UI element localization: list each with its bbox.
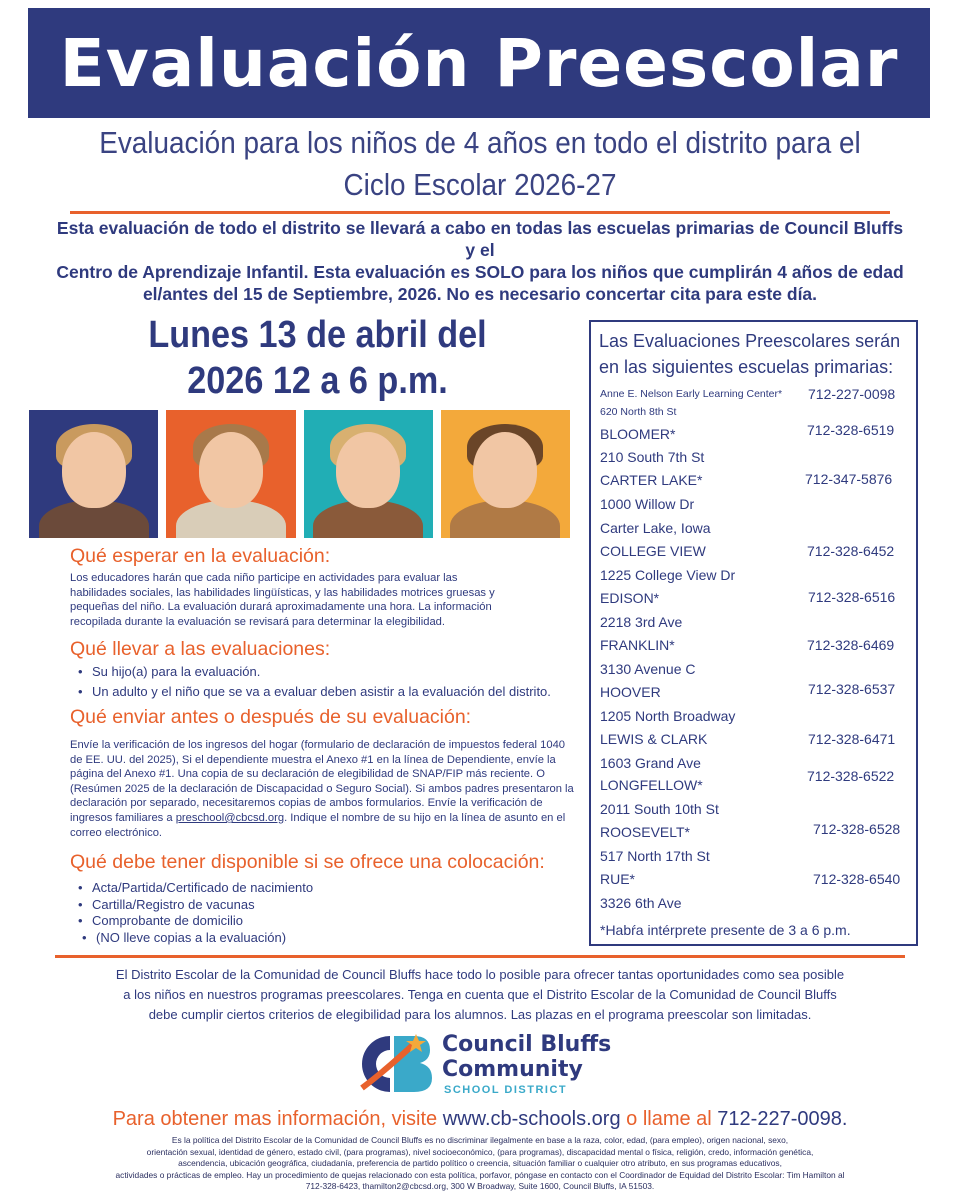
send-line-4: (Resúmen 2025 de la declaración de Discapacidad o Seguro Social). Si ambos padres presentaron la [70, 782, 574, 795]
school-address: 1603 Grand Ave [600, 755, 701, 771]
send-line-6-after: . Indique el nombre de su hijo en la línea de asunto en el [284, 811, 566, 824]
school-name: LEWIS & CLARK [600, 731, 708, 747]
school-name: COLLEGE VIEW [600, 543, 706, 559]
school-address: 1000 Willow Dr [600, 496, 695, 512]
school-phone: 712-328-6469 [807, 637, 895, 653]
school-name: ROOSEVELT* [600, 824, 690, 840]
disclaimer-line-1: El Distrito Escolar de la Comunidad de Council Bluffs hace todo lo posible para ofrecer tantas oportunidades como sea posible [115, 967, 845, 982]
intro-line-2: Centro de Aprendizaje Infantil. Esta evaluación es SOLO para los niños que cumplirán 4 años de edad [56, 262, 904, 282]
event-date-line-1: Lunes 13 de abril del [148, 314, 487, 356]
send-line-2: de EE. UU. del 2025), Si el dependiente muestra el Anexo #1 en la línea de Dependiente, envíe la [70, 753, 556, 766]
school-phone: 712-227-0098 [808, 386, 896, 402]
legal-line-4: actividades o prácticas de empleo. Hay un procedimiento de quejas relacionado con esta política, porfavor, póngase en contacto con el Coordinador de Equidad del Distrito Escolar: Tim Hamilton al [115, 1169, 845, 1180]
schools-heading-line-2: en las siguientes escuelas primarias: [599, 357, 894, 377]
expect-heading: Qué esperar en la evaluación: [70, 545, 331, 567]
disclaimer-line-2: a los niños en nuestros programas preescolares. Tenga en cuenta que el Distrito Escolar de la Comunidad de Council Bluffs [123, 987, 837, 1002]
send-line-1: Envíe la verificación de los ingresos del hogar (formulario de declaración de impuestos federal 1040 [70, 739, 566, 751]
school-address: 1205 North Broadway [600, 708, 736, 724]
legal-line-2: orientación sexual, identidad de género, estado civil, (para programas), nivel socioeconómico, (para programas), discapacidad mental o física, religión, credo, información genética, [146, 1146, 814, 1157]
intro-line-1: Esta evaluación de todo el distrito se llevará a cabo en todas las escuelas primarias de Council Bluffs y el [56, 218, 904, 260]
title-banner [28, 8, 930, 118]
school-name: RUE* [600, 871, 636, 887]
divider-bottom [55, 955, 905, 958]
send-paragraph [70, 738, 580, 840]
school-phone: 712-328-6522 [807, 768, 895, 784]
school-address: 3326 6th Ave [600, 895, 682, 911]
school-address: 517 North 17th St [600, 848, 710, 864]
child-photo-1 [29, 410, 158, 538]
school-address-2: Carter Lake, Iowa [600, 520, 711, 536]
child-photo-2 [166, 410, 295, 538]
interpreter-note: *Habŕa intérprete presente de 3 a 6 p.m. [600, 922, 851, 938]
school-phone: 712-328-6540 [813, 871, 901, 887]
legal-notice [90, 1135, 870, 1193]
logo-name-line-1: Council Bluffs [442, 1032, 612, 1057]
list-item: • Comprobante de domicilio [78, 913, 313, 930]
placement-list [78, 880, 313, 946]
logo-name-line-2: Community [442, 1057, 583, 1082]
list-item: • Cartilla/Registro de vacunas [78, 897, 313, 914]
legal-line-1: Es la política del Distrito Escolar de la Comunidad de Council Bluffs es no discriminar ilegalmente en base a la raza, color, edad, (para empleo), origen nacional, sexo, [171, 1135, 789, 1145]
school-phone: 712-328-6537 [808, 681, 896, 697]
list-item: • Acta/Partida/Certificado de nacimiento [78, 880, 313, 897]
cb-logo-icon [356, 1030, 434, 1098]
event-date-line-2: 2026 12 a 6 p.m. [187, 360, 448, 402]
send-line-7: correo electrónico. [70, 826, 163, 839]
list-item: • Su hijo(a) para la evaluación. [78, 662, 551, 682]
expect-line-2: habilidades sociales, las habilidades lingüísticas, y las habilidades motrices gruesas y [70, 586, 495, 599]
disclaimer-line-3: debe cumplir ciertos criterios de elegibilidad para los alumnos. Las plazas en el programa preescolar son limitadas. [148, 1007, 812, 1022]
school-name: HOOVER [600, 684, 661, 700]
send-line-6 [70, 811, 580, 826]
child-photo-3 [304, 410, 433, 538]
school-phone: 712-328-6516 [808, 589, 896, 605]
school-name: BLOOMER* [600, 426, 676, 442]
subtitle-line-2: Ciclo Escolar 2026-27 [343, 167, 617, 202]
list-item: • Un adulto y el niño que se va a evaluar deben asistir a la evaluación del distrito. [78, 682, 551, 702]
contact-info [0, 1108, 960, 1131]
school-address: 620 North 8th St [600, 406, 677, 418]
intro-line-3: el/antes del 15 de Septiembre, 2026. No es necesario concertar cita para este día. [142, 284, 818, 304]
school-phone: 712-328-6519 [807, 422, 895, 438]
district-logo [356, 1030, 616, 1100]
school-address: 210 South 7th St [600, 449, 705, 465]
event-date [113, 312, 523, 404]
legal-line-3: ascendencia, ubicación geográfica, ciudadanía, preferencia de partido político o creencia, situación familiar o cualquier otro atributo, en sus programas educativos, [178, 1158, 782, 1169]
school-address: 2218 3rd Ave [600, 614, 683, 630]
placement-note: • (NO lleve copias a la evaluación) [78, 930, 313, 947]
send-line-3: página del Anexo #1. Una copia de su declaración de elegibilidad de SNAP/FIP más reciente. O [70, 768, 545, 781]
subtitle-line-1: Evaluación para los niños de 4 años en todo el distrito para el [99, 125, 861, 160]
logo-name [442, 1032, 611, 1082]
phone-number: 712-227-0098. [717, 1108, 848, 1130]
school-name: Anne E. Nelson Early Learning Center* [600, 388, 783, 400]
page-title: Evaluación Preescolar [59, 24, 899, 102]
school-name: LONGFELLOW* [600, 777, 703, 793]
legal-line-5: 712-328-6423, thamilton2@cbcsd.org, 300 W Broadway, Suite 1600, Council Bluffs, IA 51503. [305, 1181, 655, 1192]
schools-box [589, 320, 918, 946]
subtitle [84, 122, 876, 206]
send-line-5: declaración por separado, necesitaremos copias de ambos formularios. Envíe la verificación de [70, 797, 543, 810]
divider-top [70, 211, 890, 214]
school-address: 3130 Avenue C [600, 661, 696, 677]
expect-line-4: recopilada durante la evaluación se revisará para determinar la elegibilidad. [70, 615, 446, 628]
bring-list [78, 662, 551, 702]
logo-subtitle: SCHOOL DISTRICT [444, 1084, 568, 1096]
disclaimer [60, 965, 900, 1025]
email-link[interactable]: preschool@cbcsd.org [175, 811, 285, 824]
info-text-2: o llame al [620, 1108, 718, 1130]
bring-heading: Qué llevar a las evaluaciones: [70, 638, 331, 660]
child-photo-4 [441, 410, 570, 538]
school-phone: 712-328-6471 [808, 731, 896, 747]
info-text-1: Para obtener mas información, visite [112, 1108, 443, 1130]
expect-line-3: pequeñas del niño. La evaluación durará aproximadamente una hora. La información [70, 601, 492, 614]
send-line-6-before: ingresos familiares a [70, 811, 176, 824]
schools-heading-line-1: Las Evaluaciones Preescolares serán [599, 331, 901, 351]
school-address: 2011 South 10th St [600, 801, 719, 817]
school-phone: 712-328-6528 [813, 821, 901, 837]
send-heading: Qué enviar antes o después de su evaluación: [70, 706, 472, 728]
website-link[interactable]: www.cb-schools.org [442, 1108, 621, 1130]
school-address: 1225 College View Dr [600, 567, 736, 583]
school-phone: 712-328-6452 [807, 543, 895, 559]
school-name: FRANKLIN* [600, 637, 675, 653]
school-name: CARTER LAKE* [600, 472, 703, 488]
children-photos [29, 410, 570, 538]
placement-heading: Qué debe tener disponible si se ofrece una colocación: [70, 851, 545, 873]
expect-line-1: Los educadores harán que cada niño participe en actividades para evaluar las [70, 572, 458, 584]
schools-heading [599, 328, 909, 380]
expect-paragraph [70, 571, 580, 629]
school-phone: 712-347-5876 [805, 471, 893, 487]
school-name: EDISON* [600, 590, 660, 606]
intro-paragraph [50, 217, 910, 305]
